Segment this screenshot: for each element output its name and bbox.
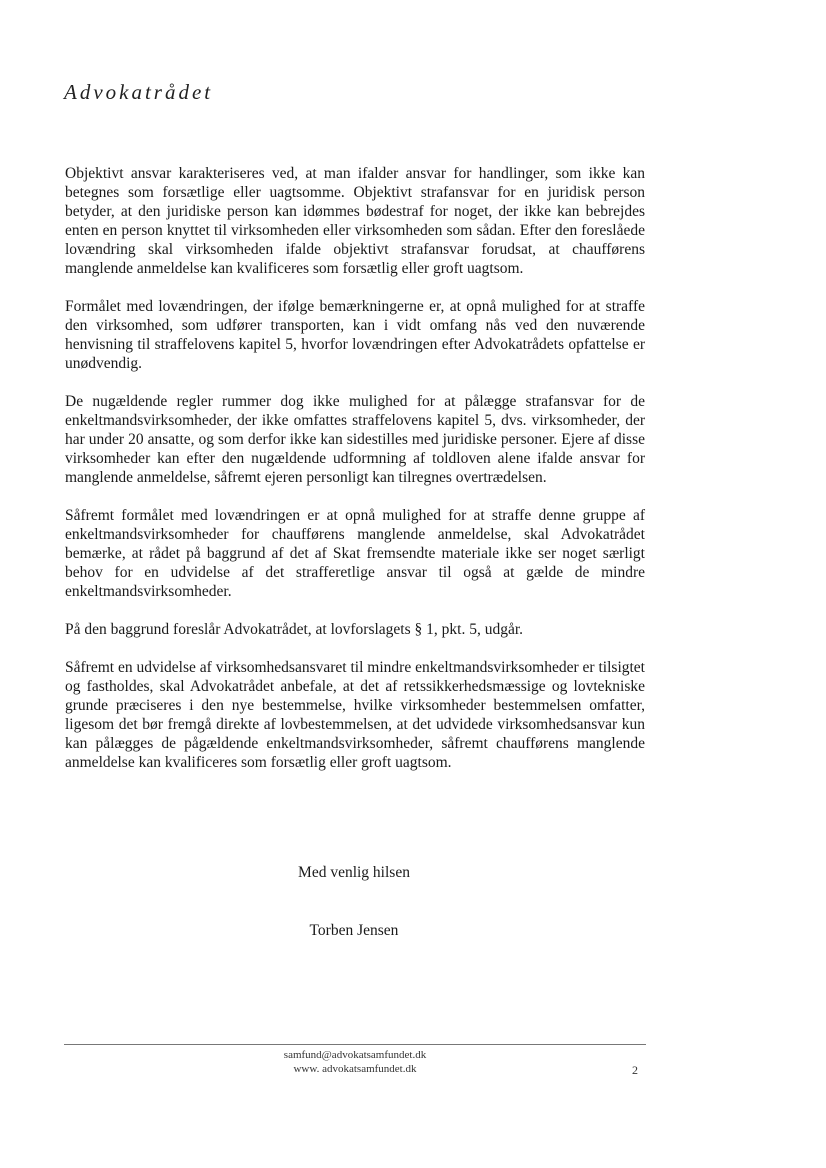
closing-greeting: Med venlig hilsen: [298, 864, 410, 881]
paragraph-3: De nugældende regler rummer dog ikke mulighed for at pålægge strafansvar for de enkeltmandsvirksomheder, der ikke omfattes straffelovens kapitel 5, dvs. virksomheder, der har under 20 ansatte, og som derfor ikke kan sidestilles med juridiske personer. Ejere af disse virksomheder kan efter den nugældende udformning af toldloven alene ifalde ansvar for manglende anmeldelse, såfremt ejeren personligt kan tilregnes overtrædelsen.: [65, 393, 645, 486]
paragraph-5: På den baggrund foreslår Advokatrådet, at lovforslagets § 1, pkt. 5, udgår.: [65, 621, 523, 638]
paragraph-2: Formålet med lovændringen, der ifølge bemærkningerne er, at opnå mulighed for at straffe den virksomhed, som udfører transporten, kan i vidt omfang nås ved den nuværende henvisning til straffelovens kapitel 5, hvorfor lovændringen efter Advokatrådets opfattelse er unødvendig.: [65, 298, 645, 372]
page-number: 2: [632, 1063, 638, 1077]
letterhead-title: Advokatrådet: [64, 80, 214, 104]
footer-website: www. advokatsamfundet.dk: [293, 1063, 417, 1075]
paragraph-6: Såfremt en udvidelse af virksomhedsansvaret til mindre enkeltmandsvirksomheder er tilsigtet og fastholdes, skal Advokatrådet anbefale, at det af retssikkerhedsmæssige og lovtekniske grunde præciseres i den nye bestemmelse, hvilke virksomheder bestemmelsen omfatter, ligesom det bør fremgå direkte af lovbestemmelsen, at det udvidede virksomhedsansvar kun kan pålægges de pågældende enkeltmandsvirksomheder, såfremt chaufførens manglende anmeldelse kan kvalificeres som forsætlig eller groft uagtsom.: [65, 659, 645, 771]
paragraph-4: Såfremt formålet med lovændringen er at opnå mulighed for at straffe denne gruppe af enkeltmandsvirksomheder for chaufførens manglende anmeldelse, skal Advokatrådet bemærke, at rådet på baggrund af det af Skat fremsendte materiale ikke ser noget særligt behov for en udvidelse af det strafferetlige ansvar til også at gælde de mindre enkeltmandsvirksomheder.: [65, 507, 645, 600]
signatory-name: Torben Jensen: [309, 922, 399, 939]
footer-email: samfund@advokatsamfundet.dk: [283, 1049, 427, 1061]
letter-body: [65, 164, 645, 791]
paragraph-1: Objektivt ansvar karakteriseres ved, at man ifalder ansvar for handlinger, som ikke kan betegnes som forsætlige eller uagtsomme. Objektivt strafansvar for en juridisk person betyder, at den juridiske person kan idømmes bødestraf for noget, der ikke kan bebrejdes enten en person knyttet til virksomheden eller virksomheden som sådan. Efter den foreslåede lovændring skal virksomheden ifalde objektivt strafansvar forudsat, at chaufførens manglende anmeldelse kan kvalificeres som forsætlig eller groft uagtsom.: [65, 165, 645, 277]
footer-divider: [64, 1044, 646, 1045]
